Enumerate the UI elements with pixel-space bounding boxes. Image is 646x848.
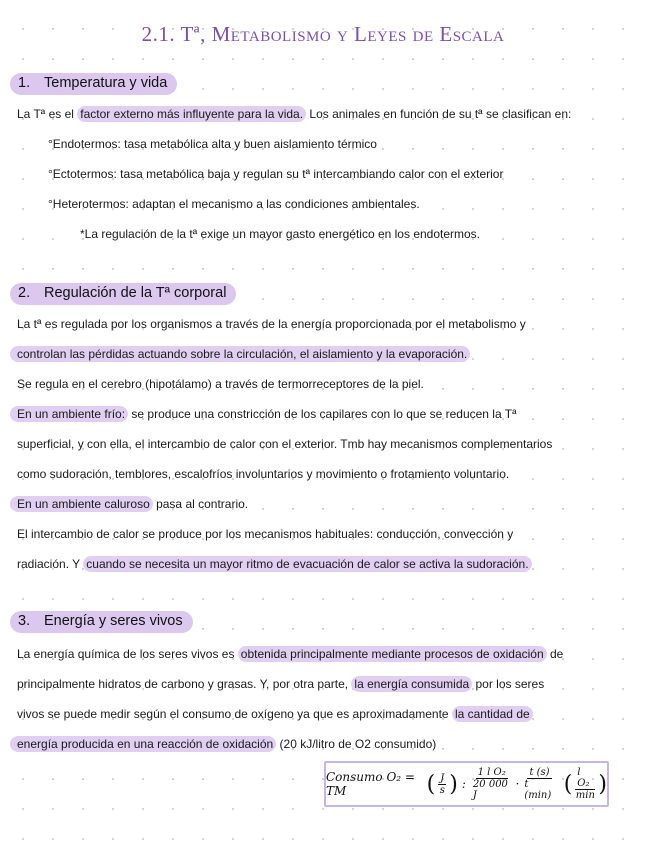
highlight: obtenida principalmente mediante procesos de oxidación — [238, 646, 547, 662]
denominator: 20 000 J — [472, 779, 508, 801]
section-heading-regulacion — [10, 283, 236, 305]
numerator: l O₂ — [575, 767, 595, 790]
fraction — [473, 767, 511, 801]
note: *La regulación de la tª exige un mayor gasto energético en los endotermos. — [80, 227, 481, 241]
text: Los animales en función de su tª se clasifican en: — [306, 107, 572, 121]
text: de — [546, 647, 564, 661]
text: La Tª es el — [17, 107, 78, 121]
paragraph-line — [17, 555, 532, 573]
text: principalmente hidratos de carbono y grasas. Y, por otra parte, — [17, 677, 352, 691]
section-number: 3. — [18, 613, 31, 629]
paragraph-line: La tª es regulada por los organismos a través de la energía proporcionada por el metabolismo y — [17, 317, 526, 331]
paren: ( — [426, 771, 436, 797]
list-item-ectotermos: °Ectotermos: tasa metabólica baja y regulan su tª intercambiando calor con el exterior — [48, 167, 504, 181]
text: pasa al contrario. — [152, 497, 249, 511]
section-title: Temperatura y vida — [44, 75, 168, 91]
section-heading-temperatura — [10, 73, 177, 95]
numerator: J — [440, 772, 445, 784]
operator: : — [461, 777, 466, 791]
paragraph-line: superficial, y con ella, el intercambio de calor con el exterior. Tmb hay mecanismos complementarios — [17, 437, 553, 451]
text: vivos se puede medir según el consumo de oxígeno ya que es aproximadamente — [17, 707, 452, 721]
section-number: 2. — [18, 285, 31, 301]
paragraph-line — [17, 105, 571, 123]
text: (20 kJ/litro de O2 consumido) — [276, 737, 437, 751]
highlight: energía producida en una reacción de oxidación — [10, 736, 276, 752]
list-item-heterotermos: °Heterotermos: adaptan el mecanismo a las condiciones ambientales. — [48, 197, 420, 211]
highlight: cuando se necesita un mayor ritmo de evacuación de calor se activa la sudoración. — [83, 556, 531, 572]
denominator: s — [439, 784, 445, 796]
highlight: En un ambiente frío: — [10, 406, 128, 422]
page-title: 2.1. Tª, Metabolismo y Leyes de Escala — [141, 22, 505, 46]
paren: ( — [563, 771, 573, 797]
paragraph-line — [17, 345, 470, 363]
fraction — [438, 773, 446, 796]
operator: · — [515, 777, 520, 791]
paragraph-line — [17, 735, 436, 753]
highlight: la energía consumida — [351, 676, 472, 692]
denominator: t (min) — [524, 779, 552, 801]
paragraph-line — [17, 705, 533, 723]
paragraph-line: Se regula en el cerebro (hipotálamo) a través de termorreceptores de la piel. — [17, 377, 424, 391]
text: por los seres — [472, 677, 545, 691]
formula-box — [324, 761, 609, 807]
paragraph-line — [17, 405, 517, 423]
paren: ) — [449, 771, 458, 797]
paragraph-line — [17, 675, 544, 693]
highlight: controlan las pérdidas actuando sobre la circulación, el aislamiento y la evaporación. — [10, 346, 470, 362]
fraction — [575, 767, 595, 801]
highlight: la cantidad de — [452, 706, 533, 722]
highlight: En un ambiente caluroso — [10, 496, 153, 512]
paren: ) — [598, 771, 608, 797]
highlight: factor externo más influyente para la vida. — [77, 106, 306, 122]
section-number: 1. — [18, 75, 31, 91]
section-heading-energia — [10, 611, 193, 633]
text: se produce una constricción de los capilares con lo que se reducen la Tª — [128, 407, 517, 421]
paragraph-line — [17, 645, 563, 663]
fraction — [524, 767, 554, 801]
text: radiación. Y — [17, 557, 84, 571]
denominator: min — [575, 790, 595, 801]
paragraph-line: como sudoración, temblores, escalofríos involuntarios y movimiento o frotamiento voluntario. — [17, 467, 510, 481]
formula-lhs: Consumo O₂ = TM — [326, 770, 415, 798]
paragraph-line: El intercambio de calor se produce por los mecanismos habituales: conducción, convección y — [17, 527, 514, 541]
section-title: Regulación de la Tª corporal — [44, 285, 227, 301]
text: La energía química de los seres vivos es — [17, 647, 238, 661]
list-item-endotermos: °Endotermos: tasa metabólica alta y buen aislamiento térmico — [48, 137, 377, 151]
paragraph-line — [17, 495, 248, 513]
numerator: 1 l O₂ — [477, 767, 506, 778]
numerator: t (s) — [529, 767, 550, 778]
section-title: Energía y seres vivos — [44, 613, 183, 629]
